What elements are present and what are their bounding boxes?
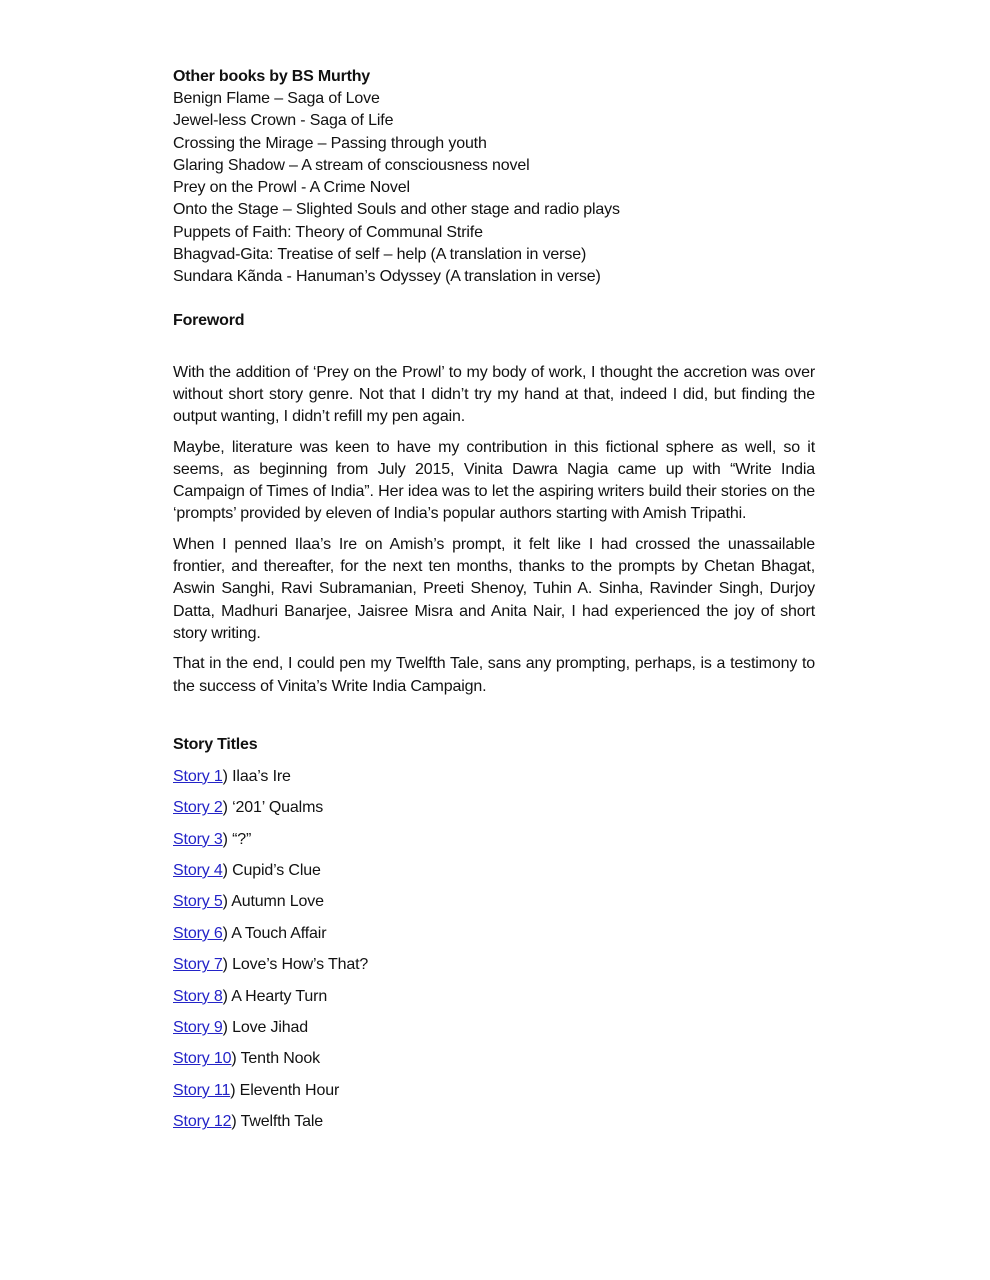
other-books-list (173, 88, 815, 289)
foreword-paragraph: Maybe, literature was keen to have my contribution in this fictional sphere as well, so it seems, as beginning from July 2015, Vinita Dawra Nagia came up with “Write India Campaign of Times of India”. Her idea was to let the aspiring writers build their stories on the ‘prompts’ provided by eleven of India’s popular authors starting with Amish Tripathi. (173, 438, 815, 523)
book-item: Crossing the Mirage – Passing through youth (173, 134, 487, 152)
story-title: ) Ilaa’s Ire (222, 767, 291, 785)
story-link[interactable]: Story 11 (173, 1081, 231, 1099)
story-item (173, 761, 815, 792)
story-link[interactable]: Story 1 (173, 767, 223, 785)
story-title: ) Twelfth Tale (231, 1113, 323, 1131)
foreword-heading: Foreword (173, 311, 245, 329)
story-link[interactable]: Story 12 (173, 1113, 232, 1131)
story-link[interactable]: Story 7 (173, 956, 223, 974)
story-item (173, 792, 815, 823)
story-title: ) Cupid’s Clue (222, 862, 321, 880)
story-title: ) A Touch Affair (222, 924, 327, 942)
story-link[interactable]: Story 6 (173, 924, 223, 942)
story-title: ) Eleventh Hour (230, 1081, 340, 1099)
book-item: Bhagvad-Gita: Treatise of self – help (A translation in verse) (173, 246, 587, 264)
foreword-paragraph: That in the end, I could pen my Twelfth Tale, sans any prompting, perhaps, is a testimony to the success of Vinita’s Write India Campaign. (173, 655, 815, 695)
book-item: Prey on the Prowl - A Crime Novel (173, 179, 410, 197)
story-title: ) A Hearty Turn (222, 987, 328, 1005)
story-item (173, 981, 815, 1012)
story-item (173, 1012, 815, 1043)
book-item: Benign Flame – Saga of Love (173, 90, 380, 107)
book-item: Sundara Kãnda - Hanuman’s Odyssey (A translation in verse) (173, 268, 601, 286)
other-books-heading: Other books by BS Murthy (173, 68, 370, 85)
story-link[interactable]: Story 4 (173, 862, 223, 880)
book-item: Glaring Shadow – A stream of consciousness novel (173, 156, 530, 174)
story-link[interactable]: Story 8 (173, 987, 223, 1005)
story-title: ) Love’s How’s That? (222, 956, 369, 974)
book-item: Puppets of Faith: Theory of Communal Strife (173, 223, 483, 241)
story-titles-list (173, 761, 815, 1138)
foreword-paragraph: With the addition of ‘Prey on the Prowl’ to my body of work, I thought the accretion was over without short story genre. Not that I didn’t try my hand at that, indeed I did, but finding the output wanting, I didn’t refill my pen again. (173, 363, 815, 426)
story-item (173, 886, 815, 917)
story-link[interactable]: Story 10 (173, 1050, 232, 1068)
story-item (173, 855, 815, 886)
story-link[interactable]: Story 3 (173, 830, 223, 848)
story-title: ) Autumn Love (222, 893, 324, 911)
story-item (173, 824, 815, 855)
story-link[interactable]: Story 9 (173, 1019, 223, 1037)
story-item (173, 1075, 815, 1106)
story-link[interactable]: Story 5 (173, 893, 223, 911)
book-item: Onto the Stage – Slighted Souls and other stage and radio plays (173, 201, 620, 219)
story-title: ) “?” (222, 830, 252, 848)
story-item (173, 949, 815, 980)
story-item (173, 1043, 815, 1074)
foreword-paragraph: When I penned Ilaa’s Ire on Amish’s prompt, it felt like I had crossed the unassailable frontier, and thereafter, for the next ten months, thanks to the prompts by Chetan Bhagat, Aswin Sanghi, Ravi Subramanian, Preeti Shenoy, Tuhin A. Sinha, Ravinder Singh, Durjoy Datta, Madhuri Banarjee, Jaisree Misra and Anita Nair, I had experienced the joy of short story writing. (173, 535, 815, 642)
document-page (173, 66, 815, 1138)
story-link[interactable]: Story 2 (173, 799, 223, 817)
foreword-body (173, 362, 815, 698)
story-title: ) Love Jihad (222, 1019, 309, 1037)
story-item (173, 1106, 815, 1137)
story-title: ) ‘201’ Qualms (222, 799, 324, 817)
story-item (173, 918, 815, 949)
story-titles-heading: Story Titles (173, 735, 258, 753)
book-item: Jewel-less Crown - Saga of Life (173, 112, 394, 130)
story-title: ) Tenth Nook (231, 1050, 321, 1068)
